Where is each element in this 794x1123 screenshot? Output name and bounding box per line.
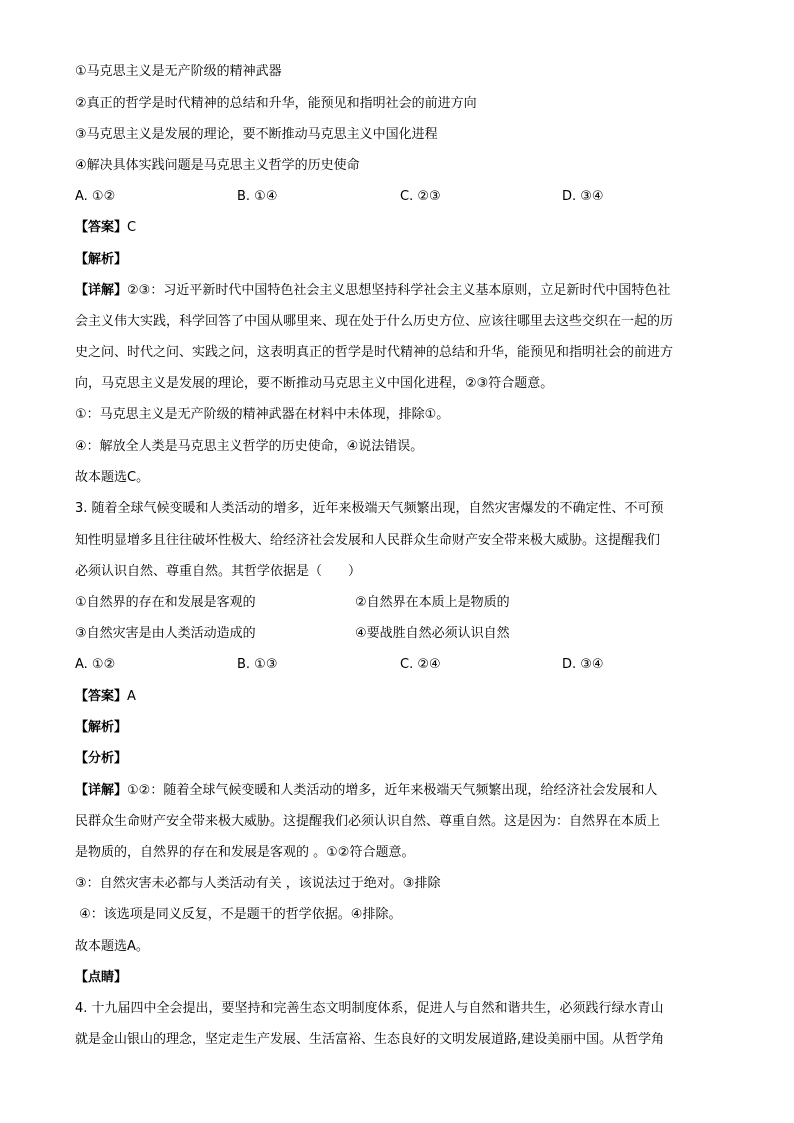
q3-stem-line-2: 知性明显增多且往往破坏性极大、给经济社会发展和人民群众生命财产安全带来极大威胁。这提醒我们	[75, 533, 661, 548]
q2-conclusion: 故本题选C。	[75, 470, 150, 485]
answer-value: C	[127, 220, 137, 235]
q3-answer	[75, 688, 735, 706]
q3-conclusion: 故本题选A。	[75, 939, 149, 954]
q2-option-d: D. ③④	[562, 189, 604, 204]
q2-detail-line-3: 史之问、时代之问、实践之问，这表明真正的哲学是时代精神的总结和升华，能预见和指明社会的前进方	[75, 345, 674, 360]
detail-text: ②③：习近平新时代中国特色社会主义思想坚持科学社会主义基本原则，立足新时代中国特色社	[127, 283, 671, 298]
q3-stem-line-1: 3. 随着全球气候变暖和人类活动的增多，近年来极端天气频繁出现，自然灾害爆发的不确定性、不可预	[75, 501, 664, 516]
q2-statement-1: ①马克思主义是无产阶级的精神武器	[75, 64, 282, 79]
q3-option-c: C. ②④	[400, 657, 441, 672]
q2-detail-line-1	[75, 282, 735, 300]
q2-option-b: B. ①④	[237, 189, 278, 204]
q2-detail-line-2: 会主义伟大实践，科学回答了中国从哪里来、现在处于什么历史方位、应该往哪里去这些交织在一起的历	[75, 314, 674, 329]
q3-dianjing-heading: 【点睛】	[75, 970, 128, 985]
q3-statement-4: ④要战胜自然必须认识自然	[355, 626, 510, 641]
q2-note-2: ④：解放全人类是马克思主义哲学的历史使命，④说法错误。	[75, 439, 424, 454]
q2-statement-3: ③马克思主义是发展的理论，要不断推动马克思主义中国化进程	[75, 127, 438, 142]
q2-detail-line-4: 向，马克思主义是发展的理论，要不断推动马克思主义中国化进程，②③符合题意。	[75, 376, 554, 391]
q2-option-c: C. ②③	[400, 189, 441, 204]
q3-option-b: B. ①③	[237, 657, 278, 672]
q2-statement-2: ②真正的哲学是时代精神的总结和升华，能预见和指明社会的前进方向	[75, 96, 477, 111]
detail-label: 【详解】	[75, 283, 128, 298]
q3-detail-line-2: 民群众生命财产安全带来极大威胁。这提醒我们必须认识自然、尊重自然。这是因为：自然界在本质上	[75, 814, 661, 829]
q2-analysis-heading: 【解析】	[75, 252, 128, 267]
answer-label: 【答案】	[75, 689, 128, 704]
q3-detail-line-3: 是物质的，自然界的存在和发展是客观的 。①②符合题意。	[75, 845, 415, 860]
q3-option-d: D. ③④	[562, 657, 604, 672]
q2-note-1: ①：马克思主义是无产阶级的精神武器在材料中未体现，排除①。	[75, 407, 450, 422]
q4-stem-line-2: 就是金山银山的理念，坚定走生产发展、生活富裕、生态良好的文明发展道路,建设美丽中国。从哲学角	[75, 1032, 665, 1047]
q3-statement-2: ②自然界在本质上是物质的	[355, 595, 510, 610]
q3-statement-3: ③自然灾害是由人类活动造成的	[75, 626, 256, 641]
q2-option-a: A. ①②	[75, 189, 116, 204]
answer-value: A	[127, 689, 136, 704]
detail-label: 【详解】	[75, 783, 128, 798]
q2-statement-4: ④解决具体实践问题是马克思主义哲学的历史使命	[75, 158, 360, 173]
q2-answer	[75, 219, 735, 237]
detail-text: ①②：随着全球气候变暖和人类活动的增多，近年来极端天气频繁出现，给经济社会发展和人	[127, 783, 658, 798]
q3-note-1: ③：自然灾害未必都与人类活动有关 ，该说法过于绝对。③排除	[75, 876, 441, 891]
q3-statement-1: ①自然界的存在和发展是客观的	[75, 595, 256, 610]
q3-detail-line-1	[75, 782, 735, 800]
answer-label: 【答案】	[75, 220, 128, 235]
q3-option-a: A. ①②	[75, 657, 116, 672]
q3-note-2: ④：该选项是同义反复，不是题干的哲学依据。④排除。	[75, 907, 402, 922]
q3-stem-line-3: 必须认识自然、尊重自然。其哲学依据是（ ）	[75, 564, 362, 579]
q3-analyze-heading: 【分析】	[75, 751, 128, 766]
q4-stem-line-1: 4. 十九届四中全会提出，要坚持和完善生态文明制度体系，促进人与自然和谐共生，必须践行绿水青山	[75, 1001, 664, 1016]
q3-analysis-heading: 【解析】	[75, 720, 128, 735]
